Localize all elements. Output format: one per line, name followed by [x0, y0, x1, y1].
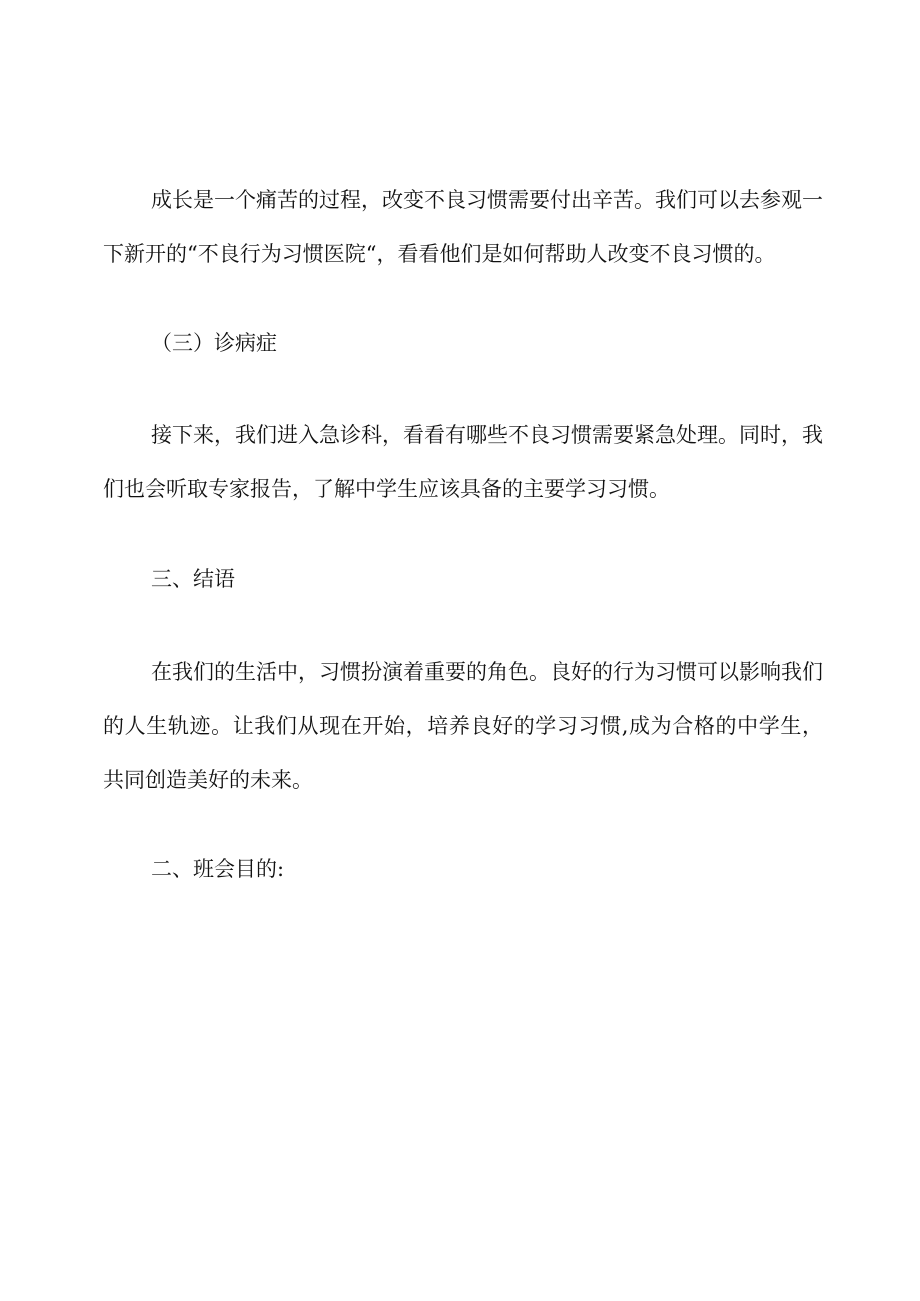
section-heading-conclusion: 三、结语	[151, 567, 235, 591]
paragraph-growth: 成长是一个痛苦的过程，改变不良习惯需要付出辛苦。我们可以去参观一下新开的“不良行为习惯医院“，看看他们是如何帮助人改变不良习惯的。	[103, 188, 823, 266]
paragraph-emergency: 接下来，我们进入急诊科，看看有哪些不良习惯需要紧急处理。同时，我们也会听取专家报告，了解中学生应该具备的主要学习习惯。	[103, 423, 823, 501]
section-heading-purpose: 二、班会目的:	[151, 857, 285, 881]
section-heading-diagnosis: （三）诊病症	[151, 331, 277, 355]
paragraph-conclusion: 在我们的生活中，习惯扮演着重要的角色。良好的行为习惯可以影响我们的人生轨迹。让我们从现在开始，培养良好的学习习惯,成为合格的中学生，共同创造美好的未来。	[103, 660, 823, 792]
